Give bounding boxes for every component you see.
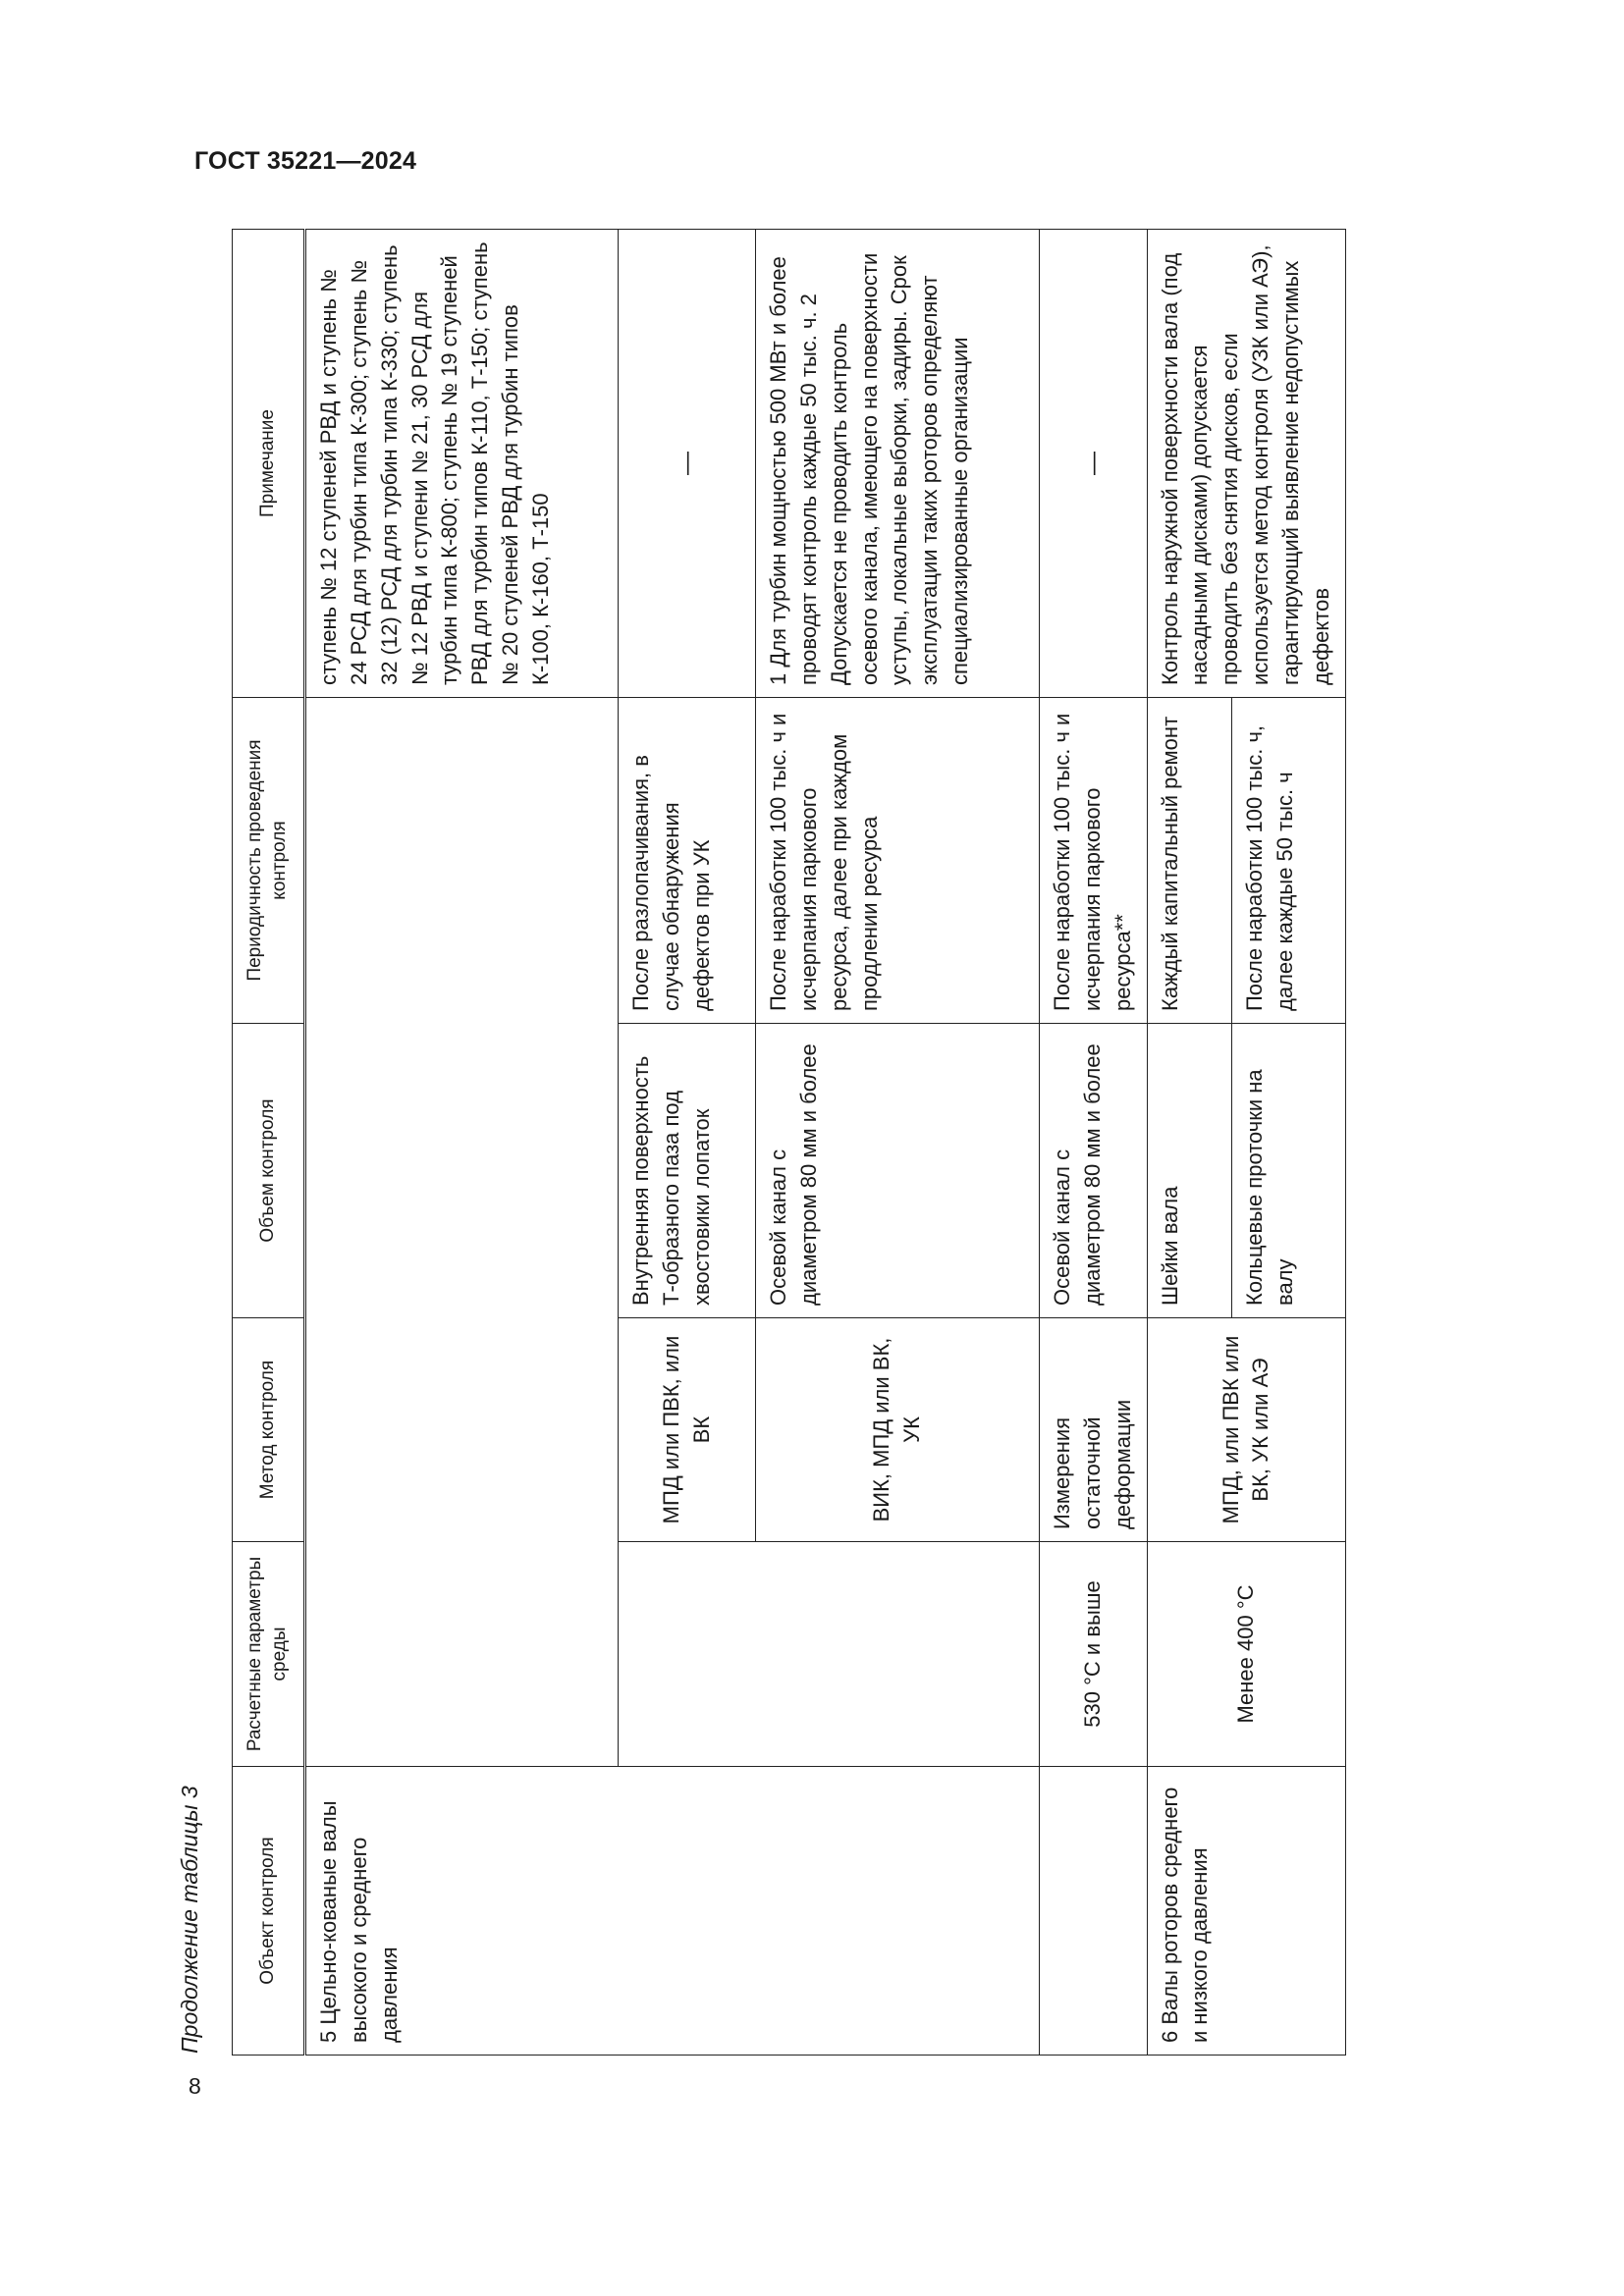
column-header: Периодичность проведения контроля	[233, 698, 305, 1024]
object-cell: 5 Цельно-кованые валы высокого и среднего давления	[305, 1767, 1040, 2056]
method-cell: Измерения остаточной деформации	[1040, 1318, 1148, 1542]
column-header: Объект контроля	[233, 1767, 305, 2056]
params-cell	[618, 1542, 1039, 1767]
period-cell: После разлопачивания, в случае обнаружения дефектов при УК	[618, 698, 755, 1024]
period-cell: После наработки 100 тыс. ч и исчерпания паркового ресурса**	[1040, 698, 1148, 1024]
column-header: Метод контроля	[233, 1318, 305, 1542]
scope-cell: Осевой канал с диаметром 80 мм и более	[756, 1024, 1040, 1318]
table-row	[1147, 230, 1231, 2056]
table-row	[1040, 230, 1148, 2056]
object-cell	[1040, 1767, 1148, 2056]
scope-cell: Осевой канал с диаметром 80 мм и более	[1040, 1024, 1148, 1318]
period-cell: После наработки 100 тыс. ч, далее каждые 50 тыс. ч	[1231, 698, 1345, 1024]
column-header: Расчетные параметры среды	[233, 1542, 305, 1767]
object-cell: 6 Валы роторов среднего и низкого давления	[1147, 1767, 1345, 2056]
empty-cell	[305, 698, 619, 1767]
params-cell: 530 °С и выше	[1040, 1542, 1148, 1767]
rotated-table-container	[232, 230, 1346, 2056]
scope-cell: Внутренняя поверхность Т-образного паза под хвостовики лопаток	[618, 1024, 755, 1318]
page-number: 8	[189, 2073, 201, 2099]
method-cell: ВИК, МПД или ВК, УК	[756, 1318, 1040, 1542]
note-cell: —	[618, 230, 755, 698]
note-cell: ступень № 12 ступеней РВД и ступень № 24 РСД для турбин типа К-300; ступень № 32 (12) РСД для турбин типа К-330; ступень № 12 РВД и ступени № 21, 30 РСД для турбин типа К-800; ступень № 19 ступеней РВД для турбин типов К-110, Т-150; ступень № 20 ступеней РВД для турбин типов К-100, К-160, Т-150	[305, 230, 619, 698]
note-cell: Контроль наружной поверхности вала (под насадными дисками) допускается проводить без снятия дисков, если используется метод контроля (УЗК или АЭ), гарантирующий выявление недопустимых дефектов	[1147, 230, 1345, 698]
table-row	[305, 230, 619, 2056]
period-cell: После наработки 100 тыс. ч и исчерпания паркового ресурса, далее при каждом продлении ресурса	[756, 698, 1040, 1024]
column-header: Примечание	[233, 230, 305, 698]
column-header: Объем контроля	[233, 1024, 305, 1318]
table-caption: Продолжение таблицы 3	[177, 1786, 202, 2054]
document-header: ГОСТ 35221—2024	[194, 147, 417, 175]
scope-cell: Шейки вала	[1147, 1024, 1231, 1318]
note-cell: 1 Для турбин мощностью 500 МВт и более проводят контроль каждые 50 тыс. ч. 2 Допускается не проводить контроль осевого канала, имеющего на поверхности уступы, локальные выборки, задиры. Срок эксплуатации таких роторов определяют специализированные организации	[756, 230, 1040, 698]
period-cell: Каждый капитальный ремонт	[1147, 698, 1231, 1024]
method-cell: МПД или ПВК, или ВК	[618, 1318, 755, 1542]
control-table	[232, 229, 1346, 2056]
method-cell: МПД, или ПВК или ВК, УК или АЭ	[1147, 1318, 1345, 1542]
scope-cell: Кольцевые проточки на валу	[1231, 1024, 1345, 1318]
table-header-row	[233, 230, 305, 2056]
params-cell: Менее 400 °С	[1147, 1542, 1345, 1767]
note-cell: —	[1040, 230, 1148, 698]
